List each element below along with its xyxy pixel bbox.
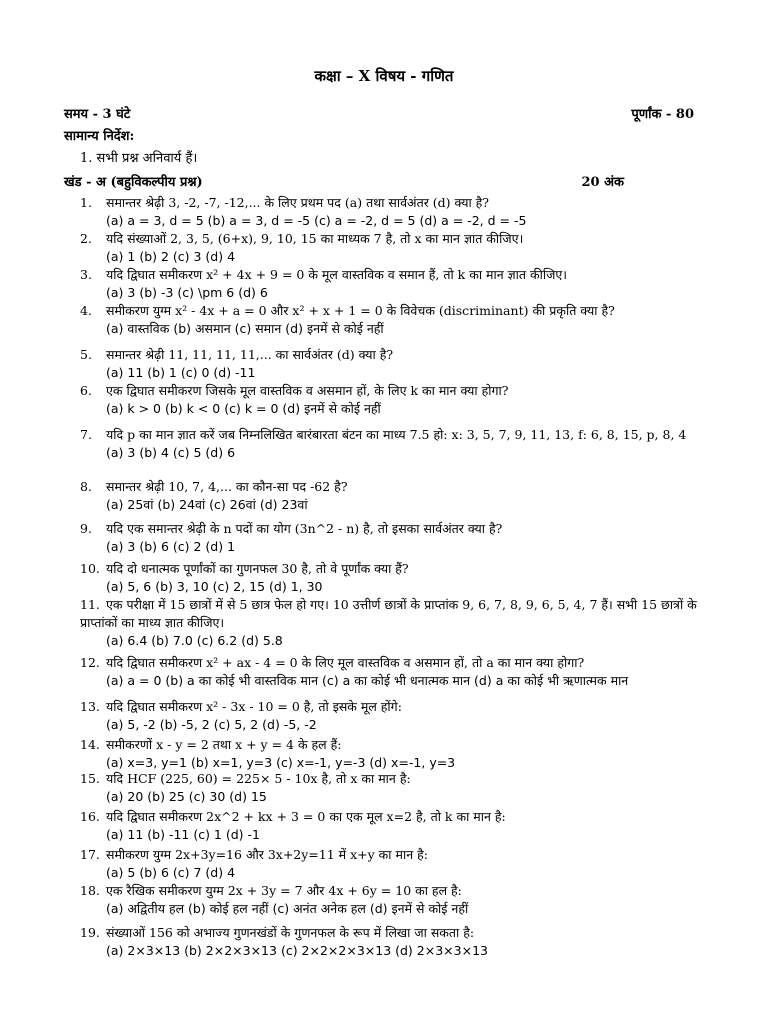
- question-item: [80, 520, 700, 556]
- time-label: समय - 3 घंटे: [64, 107, 131, 122]
- question-options: (a) 1 (b) 2 (c) 3 (d) 4: [106, 249, 236, 264]
- question-options: (a) 5 (b) 6 (c) 7 (d) 4: [106, 865, 236, 880]
- question-number: 19.: [80, 925, 100, 940]
- question-number: 9.: [80, 521, 92, 536]
- question-number: 18.: [80, 883, 100, 898]
- question-text: यदि द्विघात समीकरण x² + ax - 4 = 0 के लिए मूल वास्तविक व असमान हों, तो a का मान क्या होगा?: [106, 655, 585, 670]
- question-number: 1.: [80, 195, 92, 210]
- question-number: 2.: [80, 231, 92, 246]
- question-text: एक परीक्षा में 15 छात्रों में से 5 छात्र फेल हो गए। 10 उत्तीर्ण छात्रों के प्राप्तांक 9, 6, 7, 8, 9, 6, 5, 4, 7 हैं। सभी 15 छात्रों के प्राप्तांकों का माध्य ज्ञात कीजिए।: [80, 597, 697, 630]
- question-number: 13.: [80, 699, 100, 714]
- question-options: (a) 6.4 (b) 7.0 (c) 6.2 (d) 5.8: [106, 633, 283, 648]
- question-text: यदि द्विघात समीकरण x² - 3x - 10 = 0 है, तो इसके मूल होंगे:: [106, 699, 402, 714]
- question-number: 8.: [80, 479, 92, 494]
- question-item: [80, 846, 700, 882]
- question-number: 3.: [80, 267, 92, 282]
- question-item: [80, 382, 700, 418]
- instruction-item: 1. सभी प्रश्न अनिवार्य हैं।: [80, 151, 198, 166]
- question-item: [80, 266, 700, 302]
- question-item: [80, 736, 700, 772]
- question-text: यदि दो धनात्मक पूर्णांकों का गुणनफल 30 है, तो वे पूर्णांक क्या हैं?: [106, 561, 409, 576]
- question-number: 16.: [80, 809, 100, 824]
- question-options: (a) a = 3, d = 5 (b) a = 3, d = -5 (c) a = -2, d = 5 (d) a = -2, d = -5: [106, 213, 527, 228]
- question-number: 17.: [80, 847, 100, 862]
- question-text: एक रैखिक समीकरण युग्म 2x + 3y = 7 और 4x + 6y = 10 का हल है:: [106, 883, 462, 898]
- question-item: [80, 770, 700, 806]
- question-text: यदि द्विघात समीकरण 2x^2 + kx + 3 = 0 का एक मूल x=2 है, तो k का मान है:: [106, 809, 506, 824]
- question-number: 10.: [80, 561, 100, 576]
- question-options: (a) 3 (b) -3 (c) \pm 6 (d) 6: [106, 285, 268, 300]
- question-number: 14.: [80, 737, 100, 752]
- question-item: [80, 698, 700, 734]
- question-options: (a) 11 (b) 1 (c) 0 (d) -11: [106, 365, 256, 380]
- max-marks-label: पूर्णांक - 80: [631, 107, 694, 122]
- question-text: यदि HCF (225, 60) = 225× 5 - 10x है, तो x का मान है:: [106, 771, 411, 786]
- question-options: (a) 20 (b) 25 (c) 30 (d) 15: [106, 789, 267, 804]
- question-item: [80, 654, 700, 690]
- question-options: (a) x=3, y=1 (b) x=1, y=3 (c) x=-1, y=-3 (d) x=-1, y=3: [106, 755, 456, 770]
- question-options: (a) 5, -2 (b) -5, 2 (c) 5, 2 (d) -5, -2: [106, 717, 317, 732]
- question-number: 6.: [80, 383, 92, 398]
- question-item: [80, 478, 700, 514]
- question-options: (a) a = 0 (b) a का कोई भी वास्तविक मान (c) a का कोई भी धनात्मक मान (d) a का कोई भी ऋणात्मक मान: [106, 673, 629, 688]
- question-item: [80, 426, 700, 462]
- question-number: 15.: [80, 771, 100, 786]
- question-text: यदि एक समान्तर श्रेढ़ी के n पदों का योग (3n^2 - n) है, तो इसका सार्वअंतर क्या है?: [106, 521, 503, 536]
- question-item: [80, 230, 700, 266]
- page-title: कक्षा – X विषय - गणित: [314, 67, 454, 85]
- question-item: [80, 302, 700, 338]
- question-item: [80, 596, 700, 650]
- question-text: यदि संख्याओं 2, 3, 5, (6+x), 9, 10, 15 का माध्यक 7 है, तो x का मान ज्ञात कीजिए।: [106, 231, 524, 246]
- question-text: समीकरण युग्म 2x+3y=16 और 3x+2y=11 में x+y का मान है:: [106, 847, 428, 862]
- question-options: (a) 25वां (b) 24वां (c) 26वां (d) 23वां: [106, 497, 308, 512]
- question-text: यदि द्विघात समीकरण x² + 4x + 9 = 0 के मूल वास्तविक व समान हैं, तो k का मान ज्ञात कीजिए।: [106, 267, 568, 282]
- question-text: यदि p का मान ज्ञात करें जब निम्नलिखित बारंबारता बंटन का माध्य 7.5 हो: x: 3, 5, 7, 9, 11, 13, f: 6, 8, 15, p, 8, 4: [106, 427, 687, 442]
- question-number: 7.: [80, 427, 92, 442]
- question-item: [80, 346, 700, 382]
- question-text: समीकरण युग्म x² - 4x + a = 0 और x² + x + 1 = 0 के विवेचक (discriminant) की प्रकृति क्या है?: [106, 303, 615, 318]
- question-options: (a) वास्तविक (b) असमान (c) समान (d) इनमें से कोई नहीं: [106, 321, 384, 336]
- question-text: समान्तर श्रेढ़ी 11, 11, 11, 11,... का सार्वअंतर (d) क्या है?: [106, 347, 394, 362]
- question-text: समान्तर श्रेढ़ी 10, 7, 4,... का कौन-सा पद -62 है?: [106, 479, 348, 494]
- question-options: (a) k > 0 (b) k < 0 (c) k = 0 (d) इनमें से कोई नहीं: [106, 401, 381, 416]
- question-text: समान्तर श्रेढ़ी 3, -2, -7, -12,... के लिए प्रथम पद (a) तथा सार्वअंतर (d) क्या है?: [106, 195, 490, 210]
- question-options: (a) 3 (b) 4 (c) 5 (d) 6: [106, 445, 236, 460]
- general-instructions-heading: सामान्य निर्देश:: [64, 129, 135, 144]
- question-number: 5.: [80, 347, 92, 362]
- question-item: [80, 808, 700, 844]
- question-options: (a) 2×3×13 (b) 2×2×3×13 (c) 2×2×2×3×13 (d) 2×3×3×13: [106, 943, 488, 958]
- question-options: (a) 3 (b) 6 (c) 2 (d) 1: [106, 539, 236, 554]
- question-options: (a) अद्वितीय हल (b) कोई हल नहीं (c) अनंत अनेक हल (d) इनमें से कोई नहीं: [106, 901, 469, 916]
- section-marks: 20 अंक: [581, 175, 624, 190]
- question-options: (a) 5, 6 (b) 3, 10 (c) 2, 15 (d) 1, 30: [106, 579, 323, 594]
- header-row: [64, 104, 694, 122]
- question-number: 4.: [80, 303, 92, 318]
- question-text: संख्याओं 156 को अभाज्य गुणनखंडों के गुणनफल के रूप में लिखा जा सकता है:: [106, 925, 475, 940]
- question-number: 12.: [80, 655, 100, 670]
- question-item: [80, 194, 700, 230]
- section-title: खंड - अ (बहुविकल्पीय प्रश्न): [64, 175, 203, 190]
- question-item: [80, 560, 700, 596]
- question-item: [80, 882, 700, 918]
- section-header: [64, 172, 624, 190]
- question-item: [80, 924, 700, 960]
- question-number: 11.: [80, 597, 100, 612]
- question-text: समीकरणों x - y = 2 तथा x + y = 4 के हल हैं:: [106, 737, 342, 752]
- question-options: (a) 11 (b) -11 (c) 1 (d) -1: [106, 827, 260, 842]
- question-text: एक द्विघात समीकरण जिसके मूल वास्तविक व असमान हों, के लिए k का मान क्या होगा?: [106, 383, 509, 398]
